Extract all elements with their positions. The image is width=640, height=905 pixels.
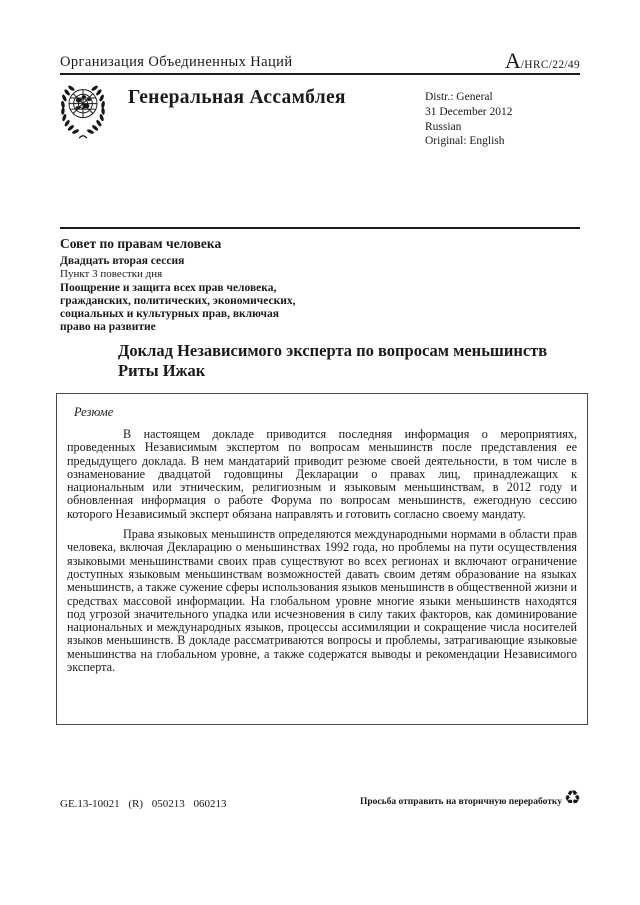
distr-original: Original: English <box>425 135 505 148</box>
agenda-title: Поощрение и защита всех прав человека, гражданских, политических, экономических, социальных и культурных прав, включая право на развитие <box>60 282 296 333</box>
un-emblem-icon <box>55 78 111 146</box>
summary-paragraph-1: В настоящем докладе приводится последняя информация о мероприятиях, проведенных Независимым экспертом по вопросам меньшинств после представления ее предыдущего доклада. В нем мандатарий приводит резюме своей деятельности, в том числе в ознаменование двадцатой годовщины Декларации о правах лиц, принадлежащих к национальным или этническим, религиозным и языковым меньшинствам, в 2012 году и обновленная информация о работе Форума по вопросам меньшинств, ежегодную сессию которого Независимый эксперт обязана направлять и готовить согласно своему мандату. <box>67 427 577 521</box>
summary-box <box>56 393 588 725</box>
distr-language: Russian <box>425 120 462 133</box>
recycle-notice <box>0 787 581 811</box>
recycle-note-text: Просьба отправить на вторичную переработку <box>359 796 562 807</box>
un-org-name: Организация Объединенных Наций <box>60 54 293 70</box>
session-number: Двадцать вторая сессия <box>60 255 185 267</box>
report-title: Доклад Независимого эксперта по вопросам меньшинств Риты Ижак <box>118 341 548 380</box>
document-symbol <box>440 48 580 74</box>
document-symbol-number: /HRC/22/49 <box>520 59 580 71</box>
agenda-item: Пункт 3 повестки дня <box>60 268 163 280</box>
summary-heading: Резюме <box>74 405 114 419</box>
header-divider-line <box>60 73 580 75</box>
distr-date: 31 December 2012 <box>425 105 513 118</box>
council-name: Совет по правам человека <box>60 236 222 251</box>
recycle-icon: ♻ <box>563 787 581 809</box>
section-divider-line <box>60 227 580 229</box>
ge-document-number: GE.13-10021 (R) 050213 060213 <box>60 798 227 810</box>
document-symbol-letter: A <box>504 48 521 73</box>
distribution-block <box>425 90 513 149</box>
distr-line: Distr.: General <box>425 91 493 103</box>
summary-paragraph-2: Права языковых меньшинств определяются международными нормами в области прав человека, включая Декларацию о меньшинствах 1992 года, но проблемы на пути осуществления языковыми меньшинствами своих прав существуют во всех регионах и включают ограничение доступных языковым меньшинствам возможностей давать своим детям образование на языках меньшинств, а также сужение сферы использования языков меньшинств в общественной жизни и средствах массовой информации. На глобальном уровне многие языки меньшинств находятся под угрозой значительного упадка или исчезновения в силу таких факторов, как доминирование национальных и международных языков, процессы ассимиляции и сокращение числа носителей языков меньшинств. В докладе рассматриваются вопросы и проблемы, затрагивающие языковые меньшинства на глобальном уровне, а также содержатся выводы и рекомендации Независимого эксперта. <box>67 527 577 675</box>
summary-body <box>67 428 577 674</box>
assembly-title: Генеральная Ассамблея <box>128 87 346 108</box>
emblem-stems <box>79 136 86 138</box>
